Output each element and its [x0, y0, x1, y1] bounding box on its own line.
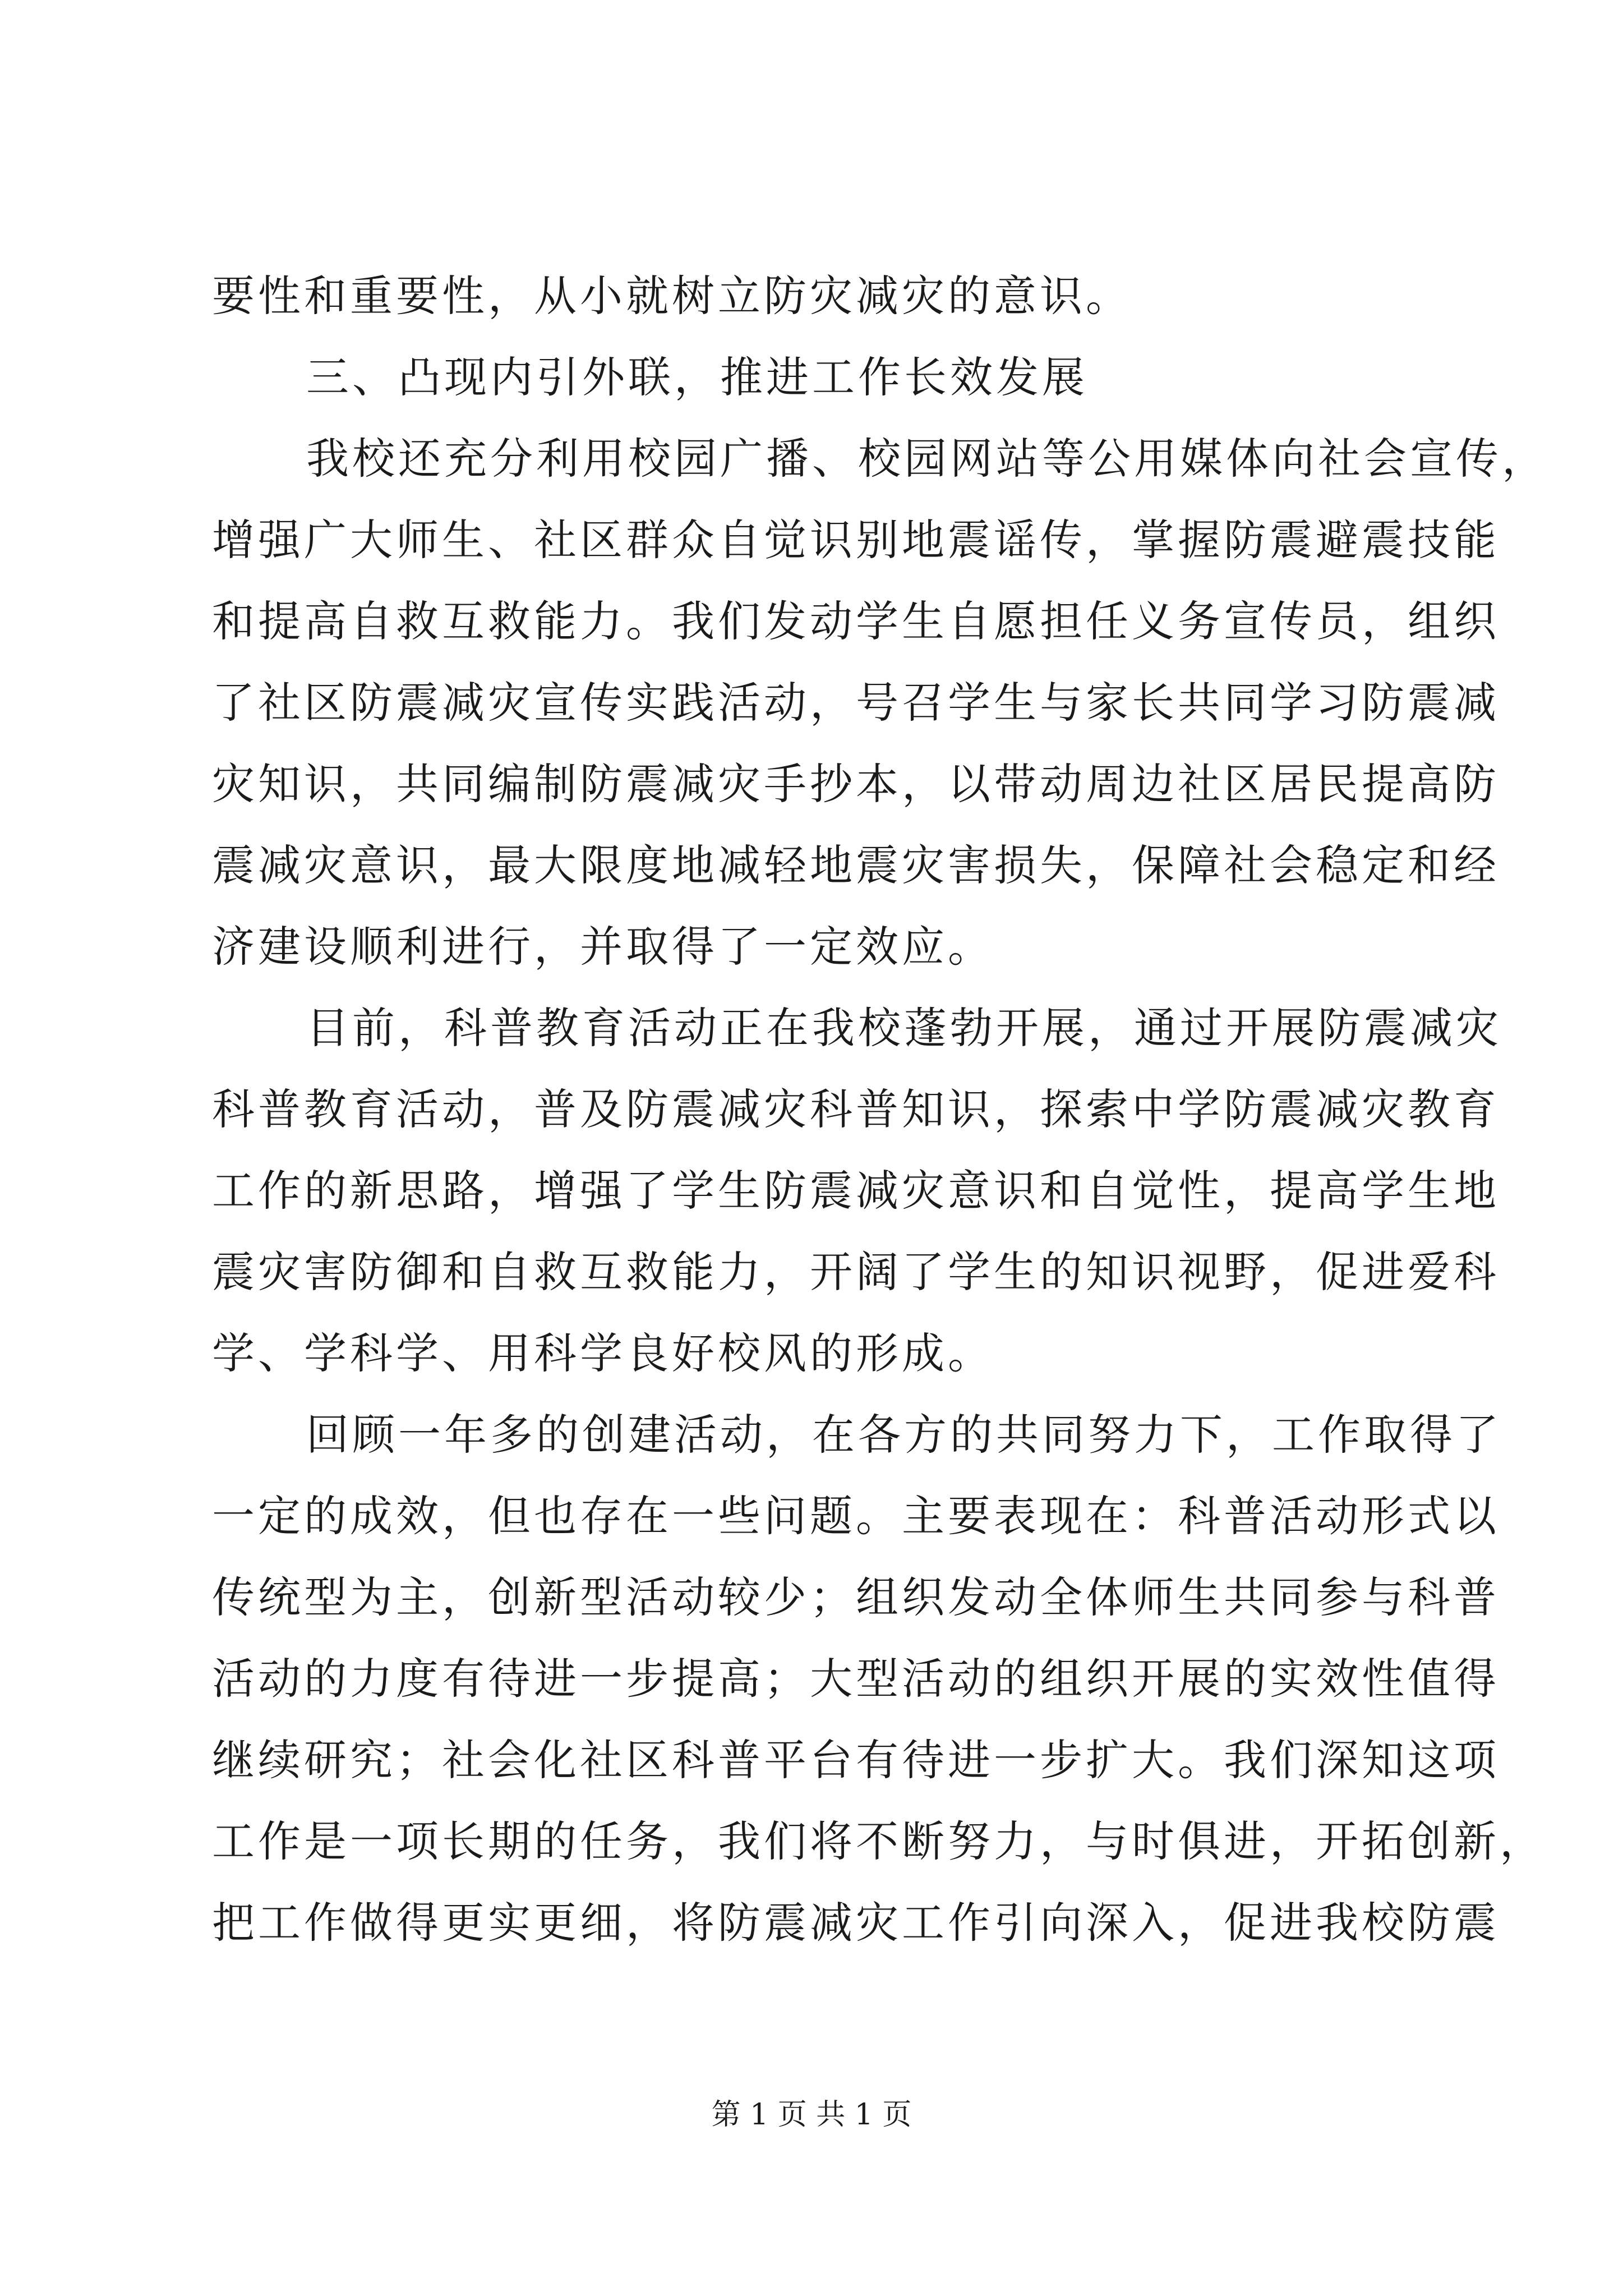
- text-line: 把工作做得更实更细，将防震减灾工作引向深入，促进我校防震: [212, 1898, 1500, 1948]
- page-footer: 第 1 页 共 1 页: [711, 2098, 912, 2132]
- text-line: 科普教育活动，普及防震减灾科普知识，探索中学防震减灾教育: [212, 1084, 1500, 1134]
- text-line: 震灾害防御和自救互救能力，开阔了学生的知识视野，促进爱科: [212, 1247, 1500, 1297]
- section-heading: 三、凸现内引外联，推进工作长效发展: [306, 352, 1088, 402]
- text-line: 一定的成效，但也存在一些问题。主要表现在：科普活动形式以: [212, 1491, 1500, 1541]
- text-line: 学、学科学、用科学良好校风的形成。: [212, 1328, 994, 1378]
- text-line: 传统型为主，创新型活动较少；组织发动全体师生共同参与科普: [212, 1572, 1500, 1622]
- text-line: 灾知识，共同编制防震减灾手抄本，以带动周边社区居民提高防: [212, 759, 1500, 809]
- text-line: 和提高自救互救能力。我们发动学生自愿担任义务宣传员，组织: [212, 596, 1500, 646]
- text-line: 回顾一年多的创建活动，在各方的共同努力下，工作取得了: [306, 1410, 1502, 1460]
- text-line: 了社区防震减灾宣传实践活动，号召学生与家长共同学习防震减: [212, 678, 1500, 728]
- text-line: 目前，科普教育活动正在我校蓬勃开展，通过开展防震减灾: [306, 1003, 1502, 1053]
- text-line: 工作的新思路，增强了学生防震减灾意识和自觉性，提高学生地: [212, 1166, 1500, 1216]
- text-line: 活动的力度有待进一步提高；大型活动的组织开展的实效性值得: [212, 1654, 1500, 1704]
- text-line: 要性和重要性，从小就树立防灾减灾的意识。: [212, 271, 1132, 321]
- text-line: 震减灾意识，最大限度地减轻地震灾害损失，保障社会稳定和经: [212, 840, 1500, 890]
- text-line: 工作是一项长期的任务，我们将不断努力，与时俱进，开拓创新，: [212, 1816, 1546, 1866]
- text-line: 继续研究；社会化社区科普平台有待进一步扩大。我们深知这项: [212, 1735, 1500, 1785]
- text-line: 增强广大师生、社区群众自觉识别地震谣传，掌握防震避震技能: [212, 515, 1500, 565]
- text-line: 我校还充分利用校园广播、校园网站等公用媒体向社会宣传，: [306, 434, 1548, 484]
- text-line: 济建设顺利进行，并取得了一定效应。: [212, 922, 994, 972]
